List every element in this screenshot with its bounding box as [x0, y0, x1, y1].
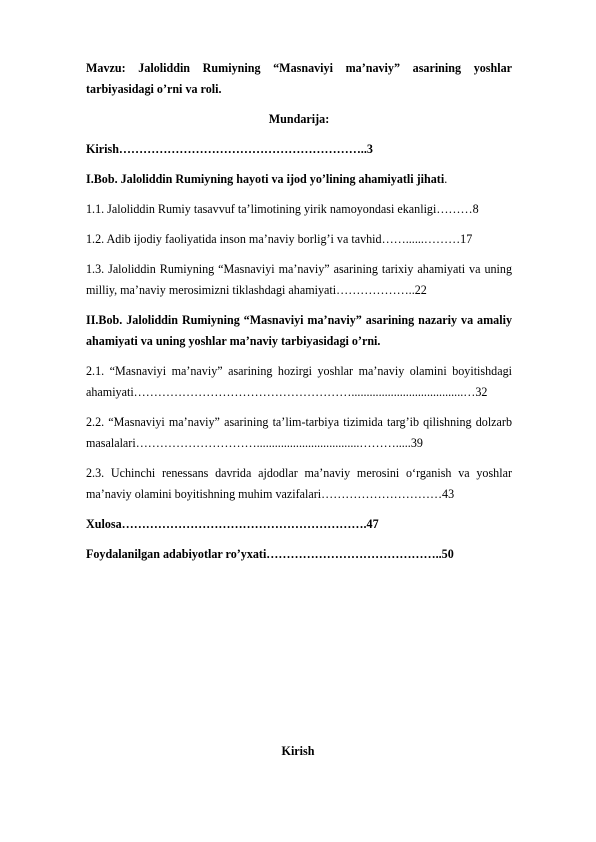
toc-chapter-2: II.Bob. Jaloliddin Rumiyning “Masnaviyi ma’naviy” asarining nazariy va amaliy ahamiyati va uning yoshlar ma’naviy tarbiyasidagi o’rni.	[86, 313, 512, 348]
toc-item-1-1: 1.1. Jaloliddin Rumiy tasavvuf ta’limotining yirik namoyondasi ekanligi………8	[86, 202, 479, 216]
toc-chapter-1-title: I.Bob. Jaloliddin Rumiyning hayoti va ijod yo’lining ahamiyatli jihati	[86, 172, 445, 186]
document-page	[86, 58, 512, 565]
toc-references: Foydalanilgan adabiyotlar ro’yxati……………………………………..50	[86, 547, 454, 561]
toc-item-2-1: 2.1. “Masnaviyi ma’naviy” asarining hozirgi yoshlar ma’naviy olamini boyitishdagi ahamiyati……………………………………………….....................................…32	[86, 364, 512, 399]
toc-chapter-1	[86, 169, 512, 190]
toc-item-1-2: 1.2. Adib ijodiy faoliyatida inson ma’naviy borlig’i va tavhid……......………17	[86, 232, 473, 246]
topic-line-2: tarbiyasidagi o’rni va roli.	[86, 82, 222, 96]
toc-item-1-3: 1.3. Jaloliddin Rumiyning “Masnaviyi ma’naviy” asarining tarixiy ahamiyati va uning milliy, ma’naviy merosimizni tiklashdagi ahamiyati………………..22	[86, 262, 512, 297]
toc-item-2-2: 2.2. “Masnaviyi ma’naviy” asarining ta’lim-tarbiya tizimida targ’ib qilishning dolzarb masalalari…………………………..................................……….....39	[86, 415, 512, 450]
contents-heading: Mundarija:	[268, 112, 330, 126]
toc-conclusion: Xulosa…………………………………………………….47	[86, 517, 379, 531]
toc-intro: Kirish……………………………………………………..3	[86, 142, 373, 156]
table-of-contents	[86, 139, 512, 565]
section-heading-intro: Kirish	[281, 744, 315, 758]
toc-chapter-1-period: .	[444, 172, 448, 186]
toc-item-2-3: 2.3. Uchinchi renessans davrida ajdodlar ma’naviy merosini o‘rganish va yoshlar ma’naviy olamini boyitishning muhim vazifalari…………………………43	[86, 466, 512, 501]
topic-line-1: Mavzu: Jaloliddin Rumiyning “Masnaviyi ma’naviy” asarining yoshlar	[86, 61, 512, 75]
